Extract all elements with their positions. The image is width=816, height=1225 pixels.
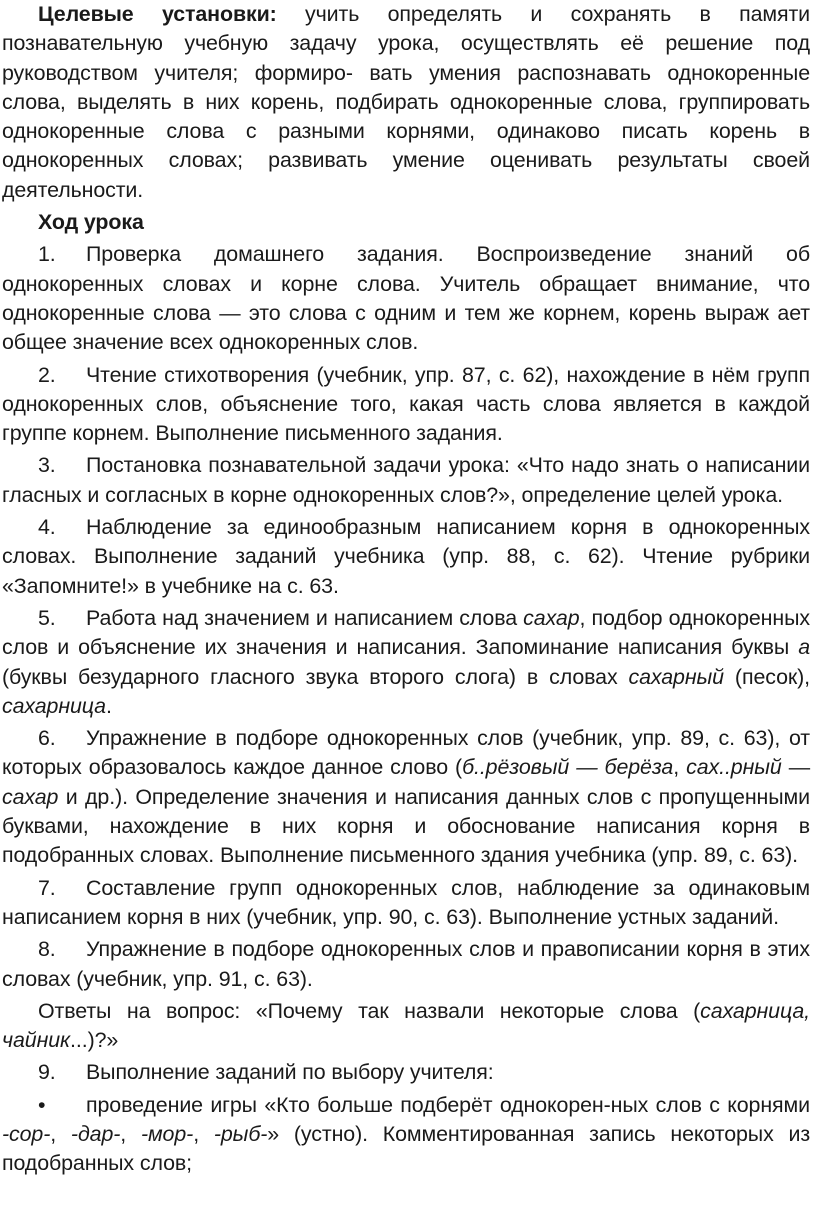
item-number: 6. [38,726,56,751]
bullet-text: , [50,1121,71,1146]
lesson-item-1 [2,240,810,357]
italic-word: -сор- [2,1121,51,1146]
italic-word: сахар [523,605,580,630]
lesson-item-4 [2,513,810,601]
item-text: Проверка домашнего задания. Воспроизведение знаний об однокоренных словах и корне слова. Учитель обращает внимание, что однокоренные слова — это слова с одним и тем же корнем, корень выраж ает общее значение всех однокоренных слов. [2,242,810,355]
lesson-item-5 [2,604,810,721]
item-number: 5. [38,605,56,630]
item-number: 9. [38,1060,56,1085]
item-text: Выполнение заданий по выбору учителя: [86,1060,494,1085]
item-text: — [781,755,810,780]
goals-text: учить определять и сохранять в памяти познавательную учебную задачу урока, осуществлять её решение под руководством учителя; формиро- вать умения распознавать однокоренные слова, выделять в них корень, подбирать однокоренные слова, группировать однокоренные слова с разными корнями, одинаково писать корень в однокоренных словах; развивать умение оценивать результаты своей деятельности. [2,2,810,202]
item-text: Работа над значением и написанием слова [86,605,524,630]
item-text: . [105,693,112,718]
bullet-text: , [120,1121,141,1146]
lesson-item-3 [2,451,810,510]
italic-word: а [798,635,810,660]
goals-label: Целевые установки: [38,2,277,26]
italic-word: сахар [2,784,59,809]
lesson-item-7 [2,874,810,933]
italic-word: сахарный [628,664,724,689]
item-number: 4. [38,515,56,540]
item-text: , [673,755,687,780]
lesson-item-8 [2,935,810,994]
item-text: и др.). Определение значения и написания данных слов с пропущенными буквами, нахождение в них корня и обоснование написания корня в подобранных словах. Выполнение письменного здания учебника (упр. 89, с. 63). [2,784,810,868]
lesson-heading: Ход урока [38,210,144,235]
item-number: 7. [38,875,56,900]
bullet-item [2,1091,810,1179]
item-text: Постановка познавательной задачи урока: «Что надо знать о написании гласных и согласных в корне однокоренных слов?», определение целей урока. [2,453,810,507]
answers-text: ...)?» [70,1028,119,1053]
italic-word: б..рёзовый — берёза [462,755,674,780]
italic-word: -мор- [140,1121,194,1146]
italic-word: -дар- [70,1121,121,1146]
italic-word: -рыб- [213,1121,268,1146]
item-number: 2. [38,362,56,387]
lesson-item-9 [2,1058,810,1087]
item-number: 1. [38,242,56,267]
item-text: (буквы безударного гласного звука второго слога) в словах [2,664,629,689]
bullet-marker: • [38,1092,46,1117]
answers-paragraph [2,997,810,1056]
item-number: 8. [38,937,56,962]
item-text: Составление групп однокоренных слов, наблюдение за одинаковым написанием корня в них (учебник, упр. 90, с. 63). Выполнение устных заданий. [2,875,810,929]
lesson-item-2 [2,361,810,449]
item-text: Упражнение в подборе однокоренных слов (учебник, упр. 89, с. 63), от которых образовалось каждое данное слово ( [2,726,810,780]
bullet-text: » (устно). Комментированная запись некоторых из подобранных слов; [2,1121,811,1176]
item-text: (песок), [723,664,810,689]
answers-text: Ответы на вопрос: «Почему так назвали некоторые слова ( [38,998,701,1023]
item-text: Наблюдение за единообразным написанием корня в однокоренных словах. Выполнение заданий учебника (упр. 88, с. 62). Чтение рубрики «Запомните!» в учебнике на с. 63. [2,515,810,598]
italic-word: сахарница, чайник [2,998,810,1053]
bullet-text: , [193,1121,214,1146]
bullet-text: проведение игры «Кто больше подберёт однокорен-ных слов с корнями [86,1092,810,1117]
item-text: , подбор однокоренных слов и объяснение их значения и написания. Запоминание написания буквы [2,605,810,660]
item-text: Чтение стихотворения (учебник, упр. 87, с. 62), нахождение в нём групп однокоренных слов, объяснение того, какая часть слова является в каждой группе корнем. Выполнение письменного задания. [2,362,810,446]
item-text: Упражнение в подборе однокоренных слов и правописании корня в этих словах (учебник, упр. 91, с. 63). [2,937,810,991]
item-number: 3. [38,453,56,478]
italic-word: сахарница [2,693,106,718]
goals-paragraph [2,0,810,205]
italic-word: сах..рный [686,755,782,780]
lesson-item-6 [2,724,810,870]
